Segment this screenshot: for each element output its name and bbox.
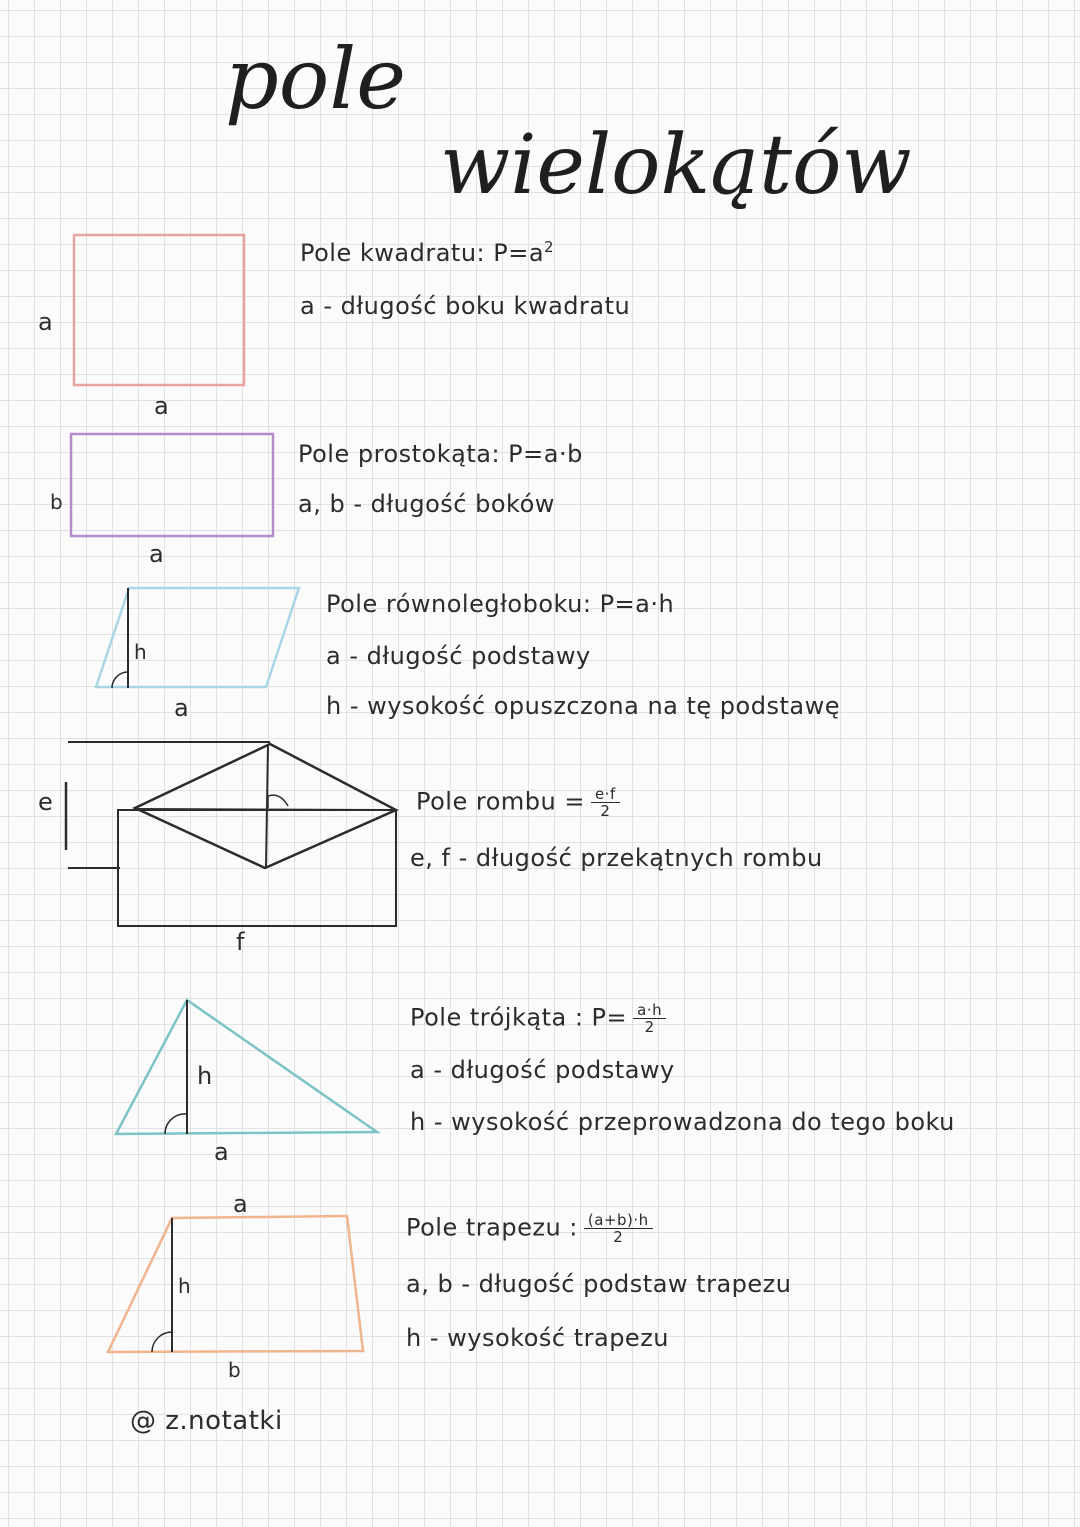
trapezoid-formula	[406, 1212, 653, 1245]
square-formula	[300, 238, 554, 267]
trapezoid-description-ab: a, b - długość podstaw trapezu	[406, 1270, 792, 1298]
rectangle-shape	[71, 434, 273, 536]
trapezoid-formula-text: Pole trapezu :	[406, 1213, 578, 1242]
rhombus-label-e: e	[38, 788, 53, 816]
rhombus-formula-text: Pole rombu =	[416, 787, 585, 816]
square-description: a - długość boku kwadratu	[300, 292, 631, 320]
trapezoid-description-h: h - wysokość trapezu	[406, 1324, 669, 1352]
square-formula-exponent: 2	[544, 238, 555, 256]
trapezoid-label-bottom: b	[228, 1358, 241, 1382]
title-line-1: pole	[225, 30, 406, 128]
triangle-label-height: h	[197, 1062, 213, 1090]
square-label-bottom: a	[154, 392, 169, 420]
square-label-left: a	[38, 308, 53, 336]
triangle-formula-text: Pole trójkąta : P=	[410, 1003, 628, 1032]
trapezoid-right-angle	[152, 1332, 172, 1352]
triangle-description-h: h - wysokość przeprowadzona do tego boku	[410, 1108, 955, 1136]
triangle-label-base: a	[214, 1138, 229, 1166]
rectangle-label-bottom: a	[149, 540, 164, 568]
rhombus-label-f: f	[236, 928, 245, 956]
rhombus-formula-numerator: e·f	[591, 786, 620, 803]
triangle-description-a: a - długość podstawy	[410, 1056, 675, 1084]
triangle-formula-fraction	[633, 1002, 666, 1035]
rhombus-formula-denominator: 2	[600, 802, 611, 820]
parallelogram-formula: Pole równoległoboku: P=a·h	[326, 590, 675, 618]
parallelogram-description-a: a - długość podstawy	[326, 642, 591, 670]
rectangle-description: a, b - długość boków	[298, 490, 555, 518]
rhombus-diagonal-f	[135, 809, 396, 810]
rhombus-right-angle	[268, 795, 288, 808]
trapezoid-formula-numerator: (a+b)·h	[584, 1212, 653, 1229]
title-line-2: wielokątów	[440, 118, 912, 213]
parallelogram-label-height: h	[134, 640, 147, 664]
parallelogram-description-h: h - wysokość opuszczona na tę podstawę	[326, 692, 840, 720]
rhombus-formula	[416, 786, 620, 819]
parallelogram-right-angle	[112, 672, 128, 688]
triangle-formula-numerator: a·h	[633, 1002, 666, 1019]
triangle-right-angle	[165, 1114, 187, 1134]
rhombus-figure	[66, 742, 396, 926]
square-shape	[74, 235, 244, 385]
rectangle-formula: Pole prostokąta: P=a·b	[298, 440, 583, 468]
trapezoid-label-height: h	[178, 1274, 191, 1298]
parallelogram-label-base: a	[174, 694, 189, 722]
triangle-formula-denominator: 2	[644, 1018, 655, 1036]
square-formula-text: Pole kwadratu: P=a	[300, 239, 545, 267]
trapezoid-formula-fraction	[584, 1212, 653, 1245]
trapezoid-formula-denominator: 2	[613, 1228, 624, 1246]
rhombus-formula-fraction	[591, 786, 620, 819]
trapezoid-shape	[108, 1216, 363, 1352]
rhombus-description: e, f - długość przekątnych rombu	[410, 844, 823, 872]
triangle-shape	[116, 1000, 377, 1134]
triangle-formula	[410, 1002, 666, 1035]
rectangle-label-left: b	[50, 490, 63, 514]
trapezoid-label-top: a	[233, 1190, 248, 1218]
footer-handle: @ z.notatki	[130, 1406, 283, 1436]
